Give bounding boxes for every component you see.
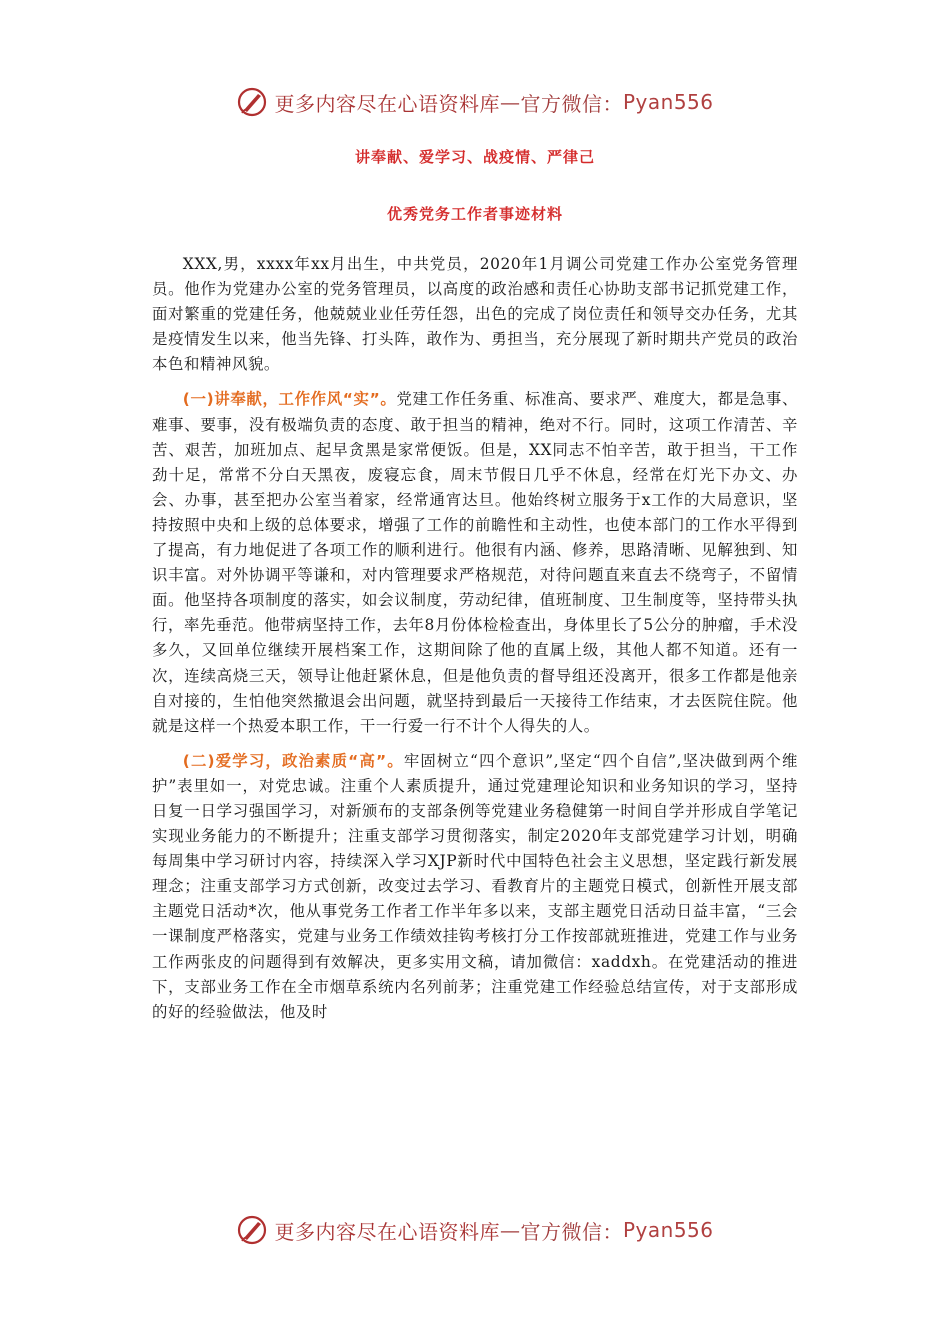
banner-wechat-id: Pyan556 bbox=[622, 90, 714, 114]
quill-pen-logo-icon bbox=[236, 86, 268, 118]
banner-dash: — bbox=[499, 1218, 521, 1242]
intro-paragraph: XXX,男，xxxx年xx月出生，中共党员，2020年1月调公司党建工作办公室党务管理员。他作为党建办公室的党务管理员，以高度的政治感和责任心协助支部书记抓党建工作，面对繁重的党建任务，他兢兢业业任劳任怨，出色的完成了岗位责任和领导交办任务，尤其是疫情发生以来，他当先锋、打头阵，敢作为、勇担当，充分展现了新时期共产党员的政治本色和精神风貌。 bbox=[152, 255, 798, 374]
section-one-paragraph bbox=[152, 387, 798, 738]
section-one-heading: (一)讲奉献，工作作风“实”。 bbox=[182, 390, 397, 409]
banner-dash: — bbox=[499, 90, 521, 114]
banner-wechat-label: 官方微信： bbox=[520, 1219, 623, 1244]
banner-brand-text: 更多内容尽在心语资料库 bbox=[274, 1219, 500, 1244]
header-watermark-banner bbox=[0, 82, 950, 122]
document-body bbox=[152, 252, 798, 1025]
section-two-paragraph bbox=[152, 749, 798, 1025]
banner-brand-text: 更多内容尽在心语资料库 bbox=[274, 91, 500, 116]
section-two-body: 牢固树立“四个意识”,坚定“四个自信”,坚决做到两个维护”表里如一，对党忠诚。注重个人素质提升，通过党建理论知识和业务知识的学习，坚持日复一日学习强国学习，对新颁布的支部条例等党建业务稳健第一时间自学并形成自学笔记实现业务能力的不断提升；注重支部学习贯彻落实，制定2020年支部党建学习计划，明确每周集中学习研讨内容，持续深入学习XJP新时代中国特色社会主义思想，坚定践行新发展理念；注重支部学习方式创新，改变过去学习、看教育片的主题党日模式，创新性开展支部主题党日活动*次，他从事党务工作者工作半年多以来，支部主题党日活动日益丰富，“三会一课制度严格落实，党建与业务工作绩效挂钩考核打分工作按部就班推进，党建工作与业务工作两张皮的问题得到有效解决，更多实用文稿，请加微信：xaddxh。在党建活动的推进下，支部业务工作在全市烟草系统内名列前茅；注重党建工作经验总结宣传，对于支部形成的好的经验做法，他及时 bbox=[152, 751, 798, 1021]
section-one-body: 党建工作任务重、标准高、要求严、难度大，都是急事、难事、要事，没有极端负责的态度、敢于担当的精神，绝对不行。同时，这项工作清苦、辛苦、艰苦，加班加点、起早贪黑是家常便饭。但是，XX同志不怕辛苦，敢于担当，干工作劲十足，常常不分白天黑夜，废寝忘食，周末节假日几乎不休息，经常在灯光下办文、办会、办事，甚至把办公室当着家，经常通宵达旦。他始终树立服务于x工作的大局意识，坚持按照中央和上级的总体要求，增强了工作的前瞻性和主动性，也使本部门的工作水平得到了提高，有力地促进了各项工作的顺利进行。他很有内涵、修养，思路清晰、见解独到、知识丰富。对外协调平等谦和，对内管理要求严格规范，对待问题直来直去不绕弯子，不留情面。他坚持各项制度的落实，如会议制度，劳动纪律，值班制度、卫生制度等，坚持带头执行，率先垂范。他带病坚持工作，去年8月份体检检查出，身体里长了5公分的肿瘤，手术没多久，又回单位继续开展档案工作，这期间除了他的直属上级，其他人都不知道。还有一次，连续高烧三天，领导让他赶紧休息，但是他负责的督导组还没离开，很多工作都是他亲自对接的，生怕他突然撤退会出问题，就坚持到最后一天接待工作结束，才去医院住院。他就是这样一个热爱本职工作，干一行爱一行不计个人得失的人。 bbox=[152, 390, 798, 735]
banner-wechat-id: Pyan556 bbox=[622, 1218, 714, 1242]
document-title: 讲奉献、爱学习、战疫情、严律己 bbox=[354, 148, 595, 166]
banner-wechat-label: 官方微信： bbox=[520, 91, 623, 116]
document-subtitle: 优秀党务工作者事迹材料 bbox=[386, 205, 563, 223]
section-two-heading: (二)爱学习，政治素质“高”。 bbox=[182, 751, 404, 770]
footer-watermark-banner bbox=[0, 1210, 950, 1250]
quill-pen-logo-icon bbox=[236, 1214, 268, 1246]
